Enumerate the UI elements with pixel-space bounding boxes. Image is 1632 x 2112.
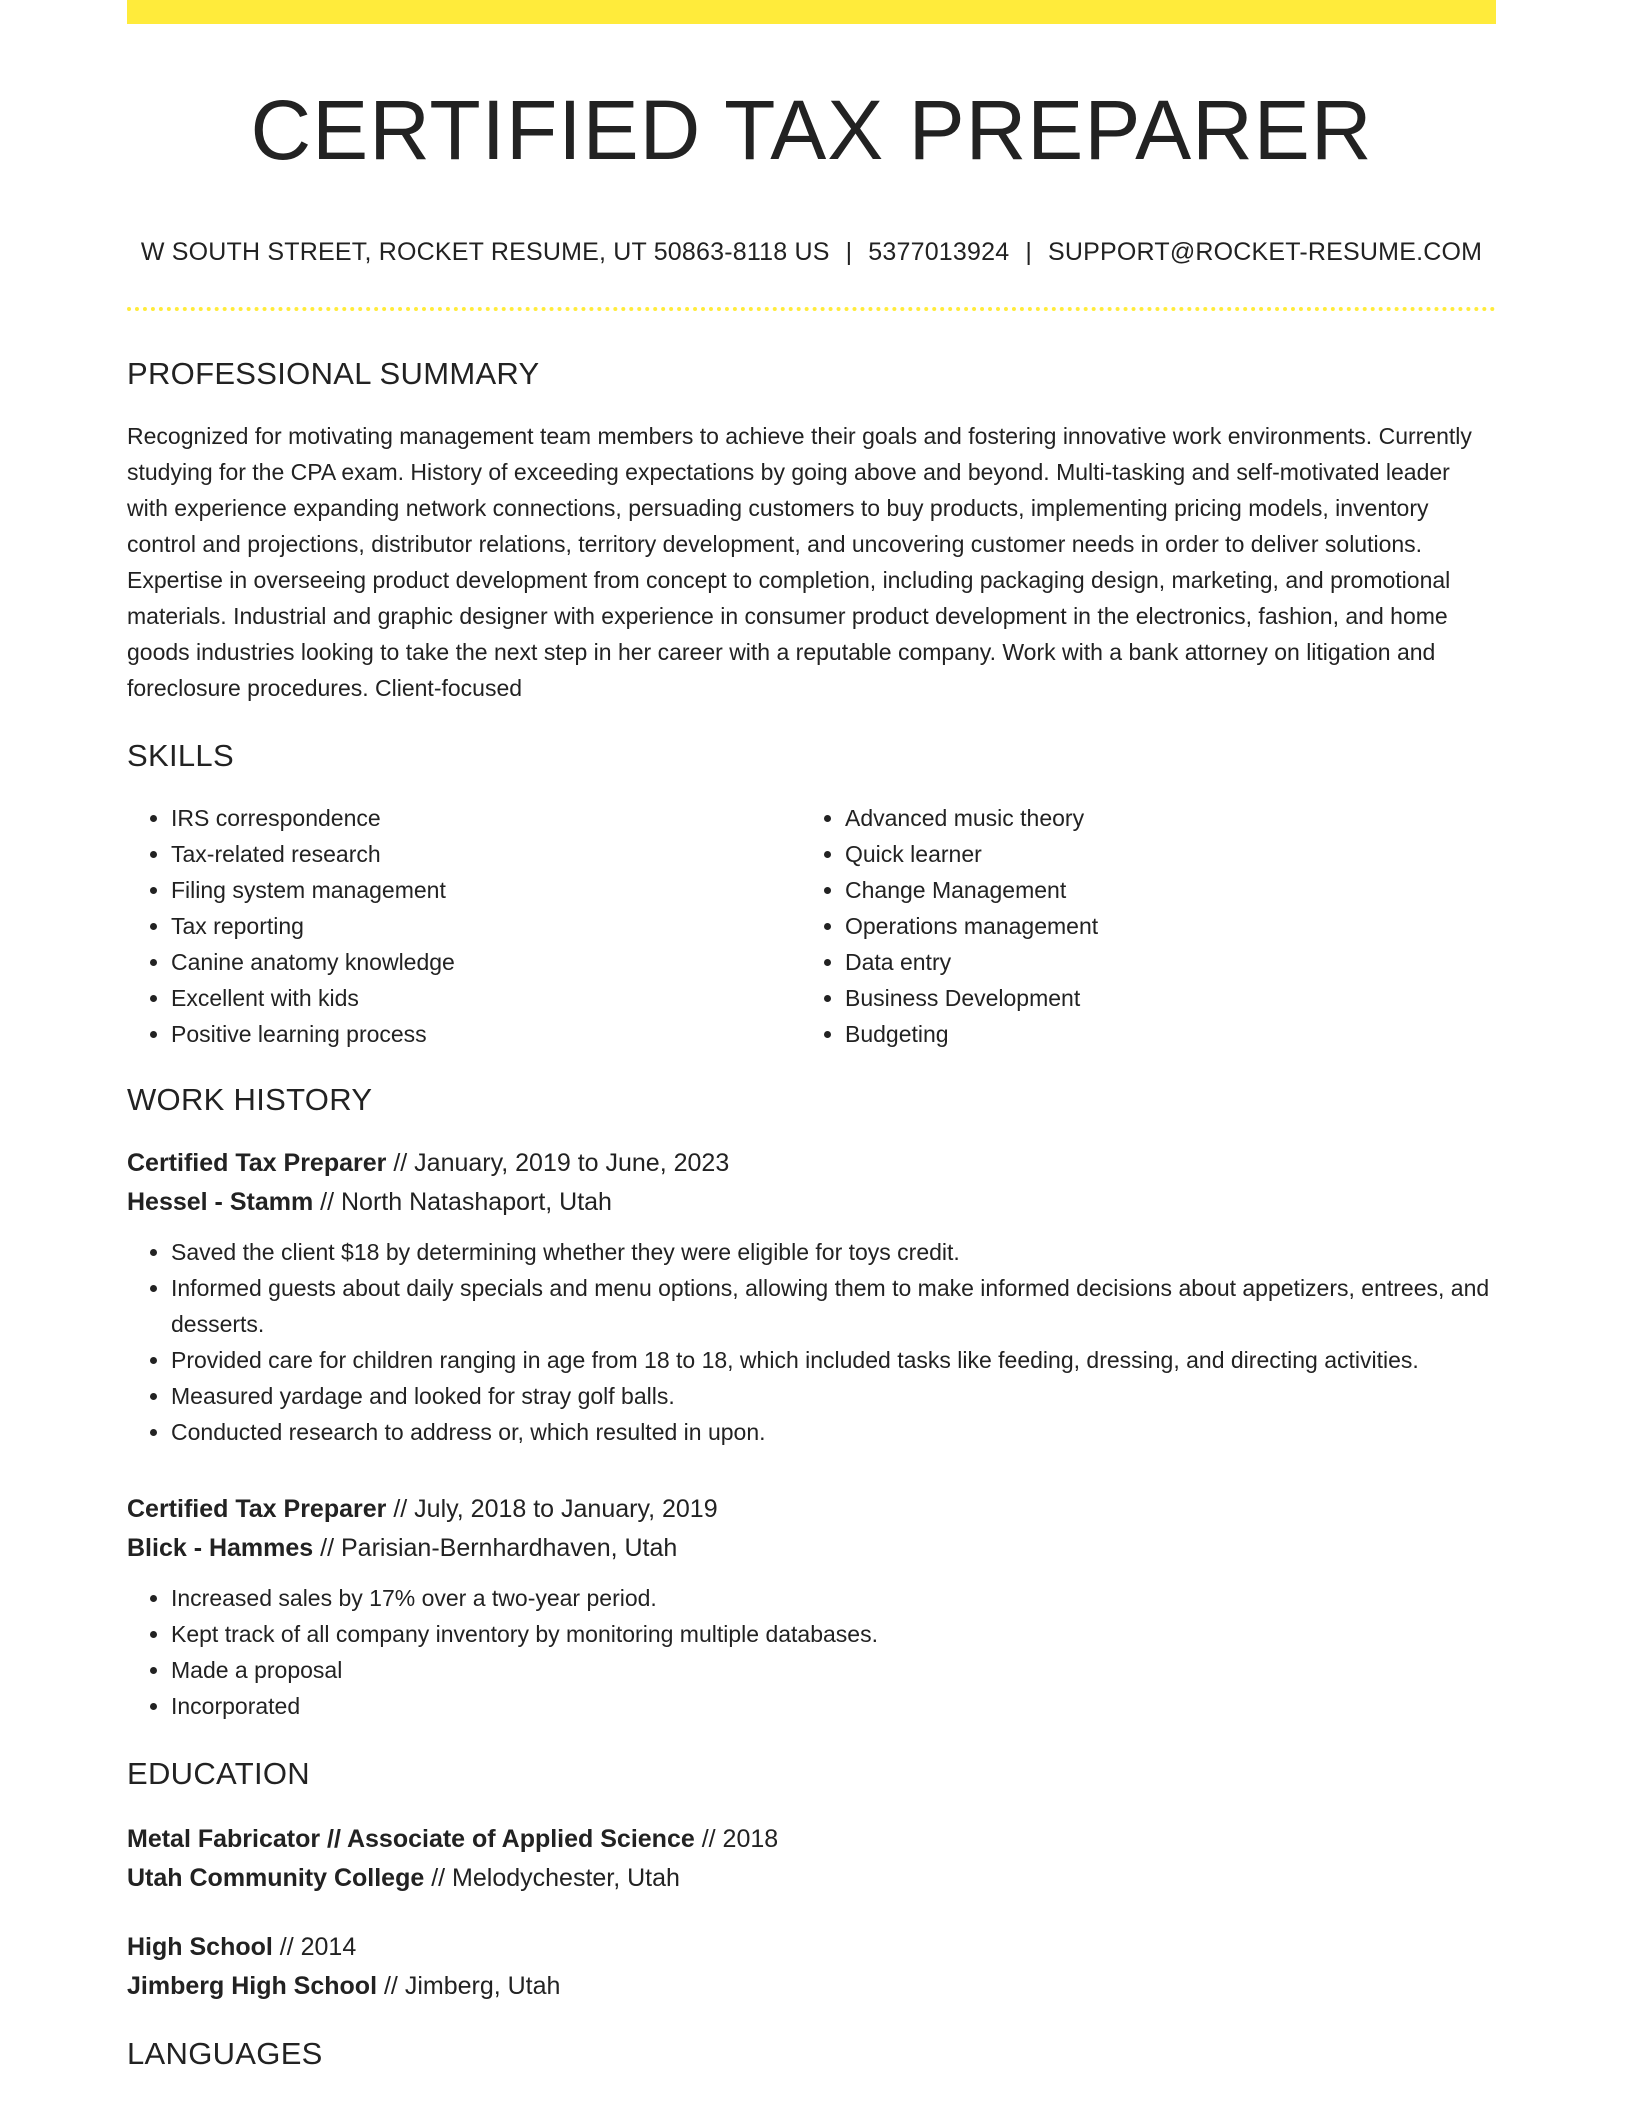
job-role: Certified Tax Preparer bbox=[127, 1149, 387, 1178]
skill-item: • Excellent with kids bbox=[171, 980, 801, 1016]
job-bullet: • Made a proposal bbox=[171, 1652, 1496, 1688]
skill-item: • Change Management bbox=[845, 872, 1475, 908]
job-role: Certified Tax Preparer bbox=[127, 1495, 387, 1524]
job-bullet: • Incorporated bbox=[171, 1688, 1496, 1724]
job-bullets bbox=[127, 1234, 1496, 1450]
job-bullet: • Kept track of all company inventory by monitoring multiple databases. bbox=[171, 1616, 1496, 1652]
job-bullets bbox=[127, 1580, 1496, 1724]
contact-separator: | bbox=[1025, 238, 1033, 267]
resume-name: CERTIFIED TAX PREPARER bbox=[250, 83, 1373, 177]
skill-item: • Canine anatomy knowledge bbox=[171, 944, 801, 980]
job-dates: // January, 2019 to June, 2023 bbox=[393, 1149, 730, 1178]
education-school: Jimberg High School bbox=[127, 1972, 378, 2001]
job-bullet: • Measured yardage and looked for stray golf balls. bbox=[171, 1378, 1496, 1414]
job-company: Blick - Hammes bbox=[127, 1534, 314, 1563]
job-entry bbox=[127, 1144, 1496, 1450]
job-dates: // July, 2018 to January, 2019 bbox=[393, 1495, 718, 1524]
education-school: Utah Community College bbox=[127, 1864, 425, 1893]
job-company-line bbox=[127, 1183, 1496, 1222]
contact-line bbox=[127, 238, 1496, 267]
job-bullet: • Informed guests about daily specials and menu options, allowing them to make informed decisions about appetizers, entrees, and desserts. bbox=[171, 1270, 1496, 1342]
skill-item: • Quick learner bbox=[845, 836, 1475, 872]
education-year: // 2014 bbox=[279, 1933, 357, 1962]
skill-item: • Business Development bbox=[845, 980, 1475, 1016]
job-entry bbox=[127, 1490, 1496, 1724]
education-school-line bbox=[127, 1967, 1496, 2006]
summary-text: Recognized for motivating management team members to achieve their goals and fostering innovative work environments. Currently studying for the CPA exam. History of exceeding expectations by going above and beyond. Multi-tasking and self-motivated leader with experience expanding network connections, persuading customers to buy products, implementing pricing models, inventory control and projections, distributor relations, territory development, and uncovering customer needs in order to deliver solutions. Expertise in overseeing product development from concept to completion, including packaging design, marketing, and promotional materials. Industrial and graphic designer with experience in consumer product development in the electronics, fashion, and home goods industries looking to take the next step in her career with a reputable company. Work with a bank attorney on litigation and foreclosure procedures. Client-focused bbox=[127, 423, 1472, 702]
section-title-work-history: WORK HISTORY bbox=[127, 1082, 373, 1118]
contact-separator: | bbox=[845, 238, 853, 267]
skill-item: • Tax reporting bbox=[171, 908, 801, 944]
skill-item: • Filing system management bbox=[171, 872, 801, 908]
skills-columns bbox=[127, 800, 1496, 1052]
resume-page bbox=[127, 0, 1496, 2072]
job-role-line bbox=[127, 1144, 1496, 1183]
education-degree-line bbox=[127, 1928, 1496, 1967]
section-title-languages: LANGUAGES bbox=[127, 2036, 323, 2072]
skill-item: • Operations management bbox=[845, 908, 1475, 944]
contact-email[interactable]: SUPPORT@ROCKET-RESUME.COM bbox=[1048, 238, 1483, 267]
skill-item: • Data entry bbox=[845, 944, 1475, 980]
education-degree: High School bbox=[127, 1933, 273, 1962]
education-entry bbox=[127, 1820, 1496, 1898]
education-location: // Jimberg, Utah bbox=[383, 1972, 561, 2001]
education-degree-line bbox=[127, 1820, 1496, 1859]
section-title-summary: PROFESSIONAL SUMMARY bbox=[127, 356, 540, 392]
contact-phone[interactable]: 5377013924 bbox=[868, 238, 1010, 267]
skills-list-right bbox=[801, 800, 1475, 1052]
education-year: // 2018 bbox=[701, 1825, 779, 1854]
education-degree: Metal Fabricator // Associate of Applied Science bbox=[127, 1825, 695, 1854]
job-bullet: • Saved the client $18 by determining whether they were eligible for toys credit. bbox=[171, 1234, 1496, 1270]
skill-item: • Budgeting bbox=[845, 1016, 1475, 1052]
job-bullet: • Increased sales by 17% over a two-year period. bbox=[171, 1580, 1496, 1616]
job-company: Hessel - Stamm bbox=[127, 1188, 314, 1217]
job-role-line bbox=[127, 1490, 1496, 1529]
contact-address: W SOUTH STREET, ROCKET RESUME, UT 50863-8118 US bbox=[140, 238, 830, 267]
skill-item: • Advanced music theory bbox=[845, 800, 1475, 836]
skill-item: • Positive learning process bbox=[171, 1016, 801, 1052]
education-location: // Melodychester, Utah bbox=[431, 1864, 680, 1893]
job-bullet: • Conducted research to address or, which resulted in upon. bbox=[171, 1414, 1496, 1450]
skill-item: • IRS correspondence bbox=[171, 800, 801, 836]
section-title-education: EDUCATION bbox=[127, 1756, 310, 1792]
skill-item: • Tax-related research bbox=[171, 836, 801, 872]
job-location: // North Natashaport, Utah bbox=[320, 1188, 612, 1217]
job-company-line bbox=[127, 1529, 1496, 1568]
education-school-line bbox=[127, 1859, 1496, 1898]
accent-top-bar bbox=[127, 0, 1496, 24]
section-title-skills: SKILLS bbox=[127, 738, 234, 774]
job-location: // Parisian-Bernhardhaven, Utah bbox=[320, 1534, 678, 1563]
dotted-divider bbox=[127, 307, 1496, 311]
skills-list-left bbox=[127, 800, 801, 1052]
job-bullet: • Provided care for children ranging in age from 18 to 18, which included tasks like feeding, dressing, and directing activities. bbox=[171, 1342, 1496, 1378]
education-entry bbox=[127, 1928, 1496, 2006]
